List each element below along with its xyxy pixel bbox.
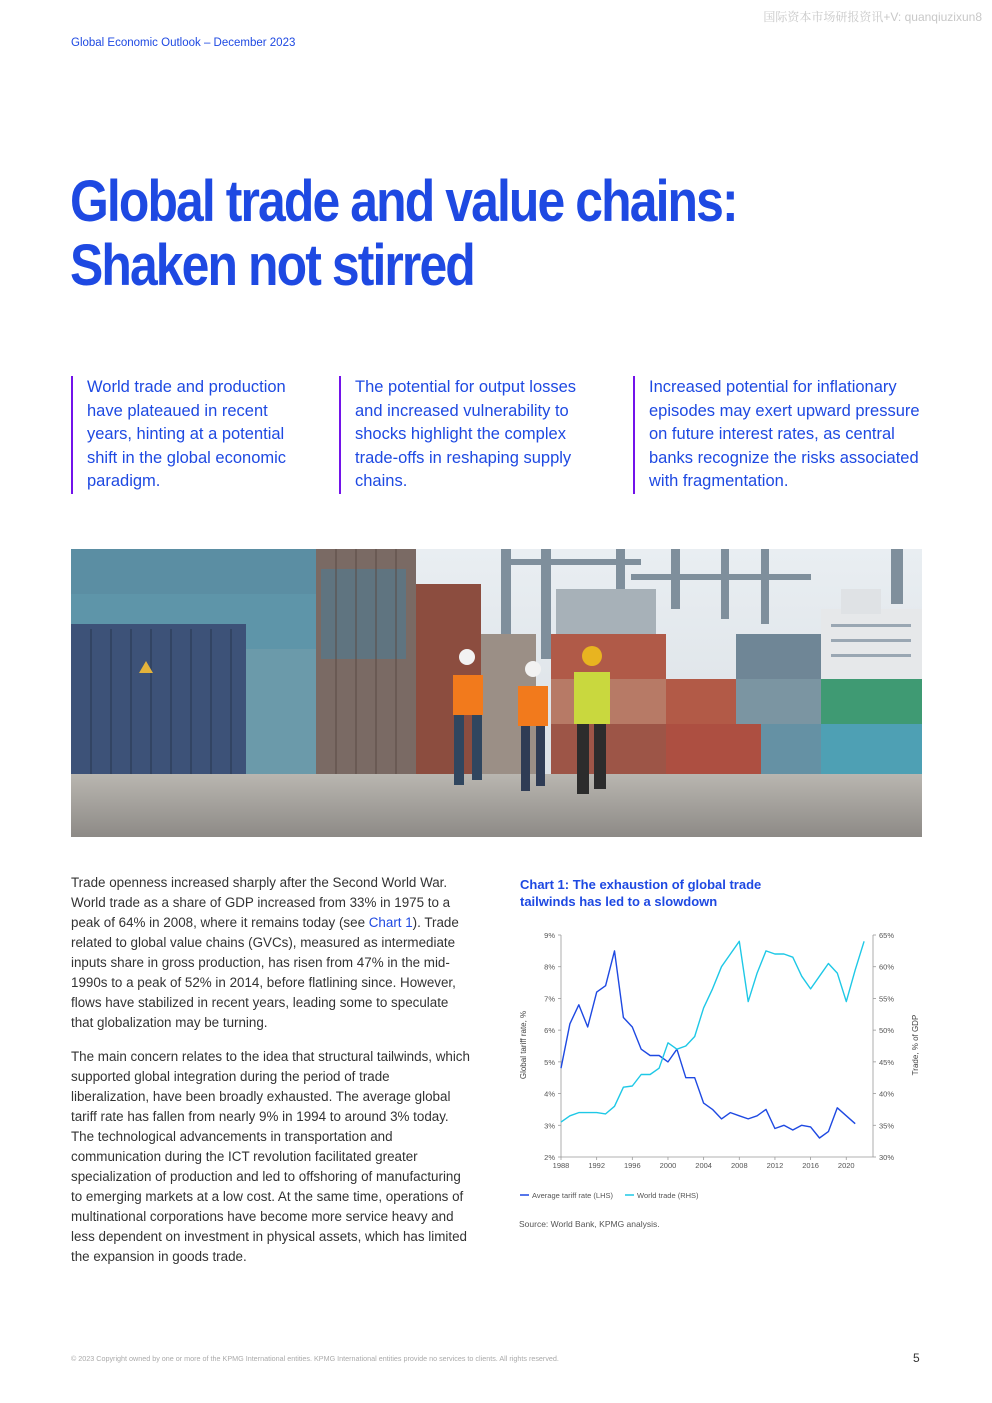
- x-tick-label: 2004: [695, 1161, 712, 1170]
- page-number: 5: [913, 1351, 920, 1365]
- page-title: [70, 170, 737, 298]
- page-title-line-2: Shaken not stirred: [70, 233, 474, 298]
- callout-2: The potential for output losses and increased vulnerability to shocks highlight the complex trade-offs in reshaping supply chains.: [339, 376, 595, 494]
- x-tick-label: 2016: [802, 1161, 819, 1170]
- x-tick-label: 2008: [730, 1161, 748, 1170]
- right-axis-label: Trade, % of GDP: [911, 1014, 920, 1076]
- x-tick-labels: [553, 1157, 855, 1170]
- left-tick-label: 6%: [544, 1026, 555, 1036]
- left-tick-label: 5%: [544, 1057, 555, 1067]
- running-header: Global Economic Outlook – December 2023: [71, 37, 296, 49]
- x-tick-label: 1992: [588, 1161, 606, 1170]
- left-tick-labels: [544, 931, 561, 1162]
- left-tick-label: 4%: [544, 1089, 555, 1099]
- right-tick-label: 45%: [879, 1057, 895, 1067]
- right-tick-label: 65%: [879, 931, 895, 940]
- left-tick-label: 9%: [544, 931, 555, 940]
- body-text: [71, 873, 471, 1281]
- x-tick-label: 1996: [623, 1161, 641, 1170]
- chart-source: Source: World Bank, KPMG analysis.: [519, 1219, 660, 1229]
- legend-label-tariff: Average tariff rate (LHS): [532, 1191, 614, 1200]
- left-tick-label: 2%: [544, 1153, 555, 1162]
- right-tick-labels: [873, 931, 894, 1162]
- chart-axes: [561, 935, 873, 1157]
- x-tick-label: 2020: [837, 1161, 855, 1170]
- right-tick-label: 40%: [879, 1089, 895, 1099]
- chart-legend: [520, 1191, 699, 1200]
- left-tick-label: 7%: [544, 994, 555, 1004]
- x-tick-label: 2000: [659, 1161, 677, 1170]
- watermark: 国际资本市场研报资讯+V: quanqiuzixun8: [763, 10, 982, 24]
- chart-title: Chart 1: The exhaustion of global trade tailwinds has led to a slowdown: [520, 877, 762, 909]
- tariff-rate-line: [561, 951, 855, 1138]
- right-tick-label: 55%: [879, 994, 895, 1004]
- trade-tariff-line-chart: [510, 925, 930, 1215]
- right-tick-label: 30%: [879, 1153, 895, 1162]
- page-title-line-1: Global trade and value chains:: [70, 169, 737, 234]
- hero-photo: [71, 549, 922, 837]
- body-paragraph-1-part-a: Trade openness increased sharply after the Second World War. World trade as a share of GDP increased from 33% in 1975 to a peak of 64% in 2008, where it remains today (see: [71, 875, 451, 930]
- callout-1: World trade and production have plateaued in recent years, hinting at a potential shift in the global economic paradigm.: [71, 376, 307, 494]
- left-axis-label: Global tariff rate, %: [519, 1010, 528, 1080]
- left-tick-label: 8%: [544, 962, 555, 972]
- body-paragraph-2: The main concern relates to the idea that structural tailwinds, which supported global integration during the period of trade liberalization, have been broadly exhausted. The average global tariff rate has fallen from nearly 9% in 1994 to around 3% today. The technological advancements in transportation and communication during the ICT revolution facilitated greater specialization of production and led to offshoring of manufacturing to emerging markets at a low cost. At the same time, operations of multinational corporations have become more service heavy and less dependent on investment in physical assets, which has limited the expansion in goods trade.: [71, 1049, 470, 1264]
- body-paragraph-1: [71, 873, 471, 1033]
- callout-3: Increased potential for inflationary episodes may exert upward pressure on future interest rates, as central banks recognize the risks associated with fragmentation.: [633, 376, 924, 494]
- x-tick-label: 2012: [766, 1161, 784, 1170]
- left-tick-label: 3%: [544, 1121, 555, 1131]
- right-tick-label: 35%: [879, 1121, 895, 1131]
- right-tick-label: 50%: [879, 1026, 895, 1036]
- x-tick-label: 1988: [552, 1161, 570, 1170]
- legend-label-trade: World trade (RHS): [637, 1191, 699, 1200]
- chart-series: [561, 941, 864, 1138]
- right-tick-label: 60%: [879, 962, 895, 972]
- chart-1-link[interactable]: Chart 1: [368, 915, 413, 930]
- world-trade-line: [561, 941, 864, 1122]
- copyright-footer: © 2023 Copyright owned by one or more of the KPMG International entities. KPMG International entities provide no services to clients. All rights reserved.: [71, 1354, 559, 1363]
- hero-photo-illustration: [71, 549, 922, 837]
- body-paragraph-1-part-b: ). Trade related to global value chains (GVCs), measured as intermediate inputs share in gross production, has risen from 47% in the mid-1990s to a peak of 52% in 2014, before flatlining since. However, flows have stabilized in recent years, leading some to speculate that globalization may be turning.: [71, 915, 459, 1030]
